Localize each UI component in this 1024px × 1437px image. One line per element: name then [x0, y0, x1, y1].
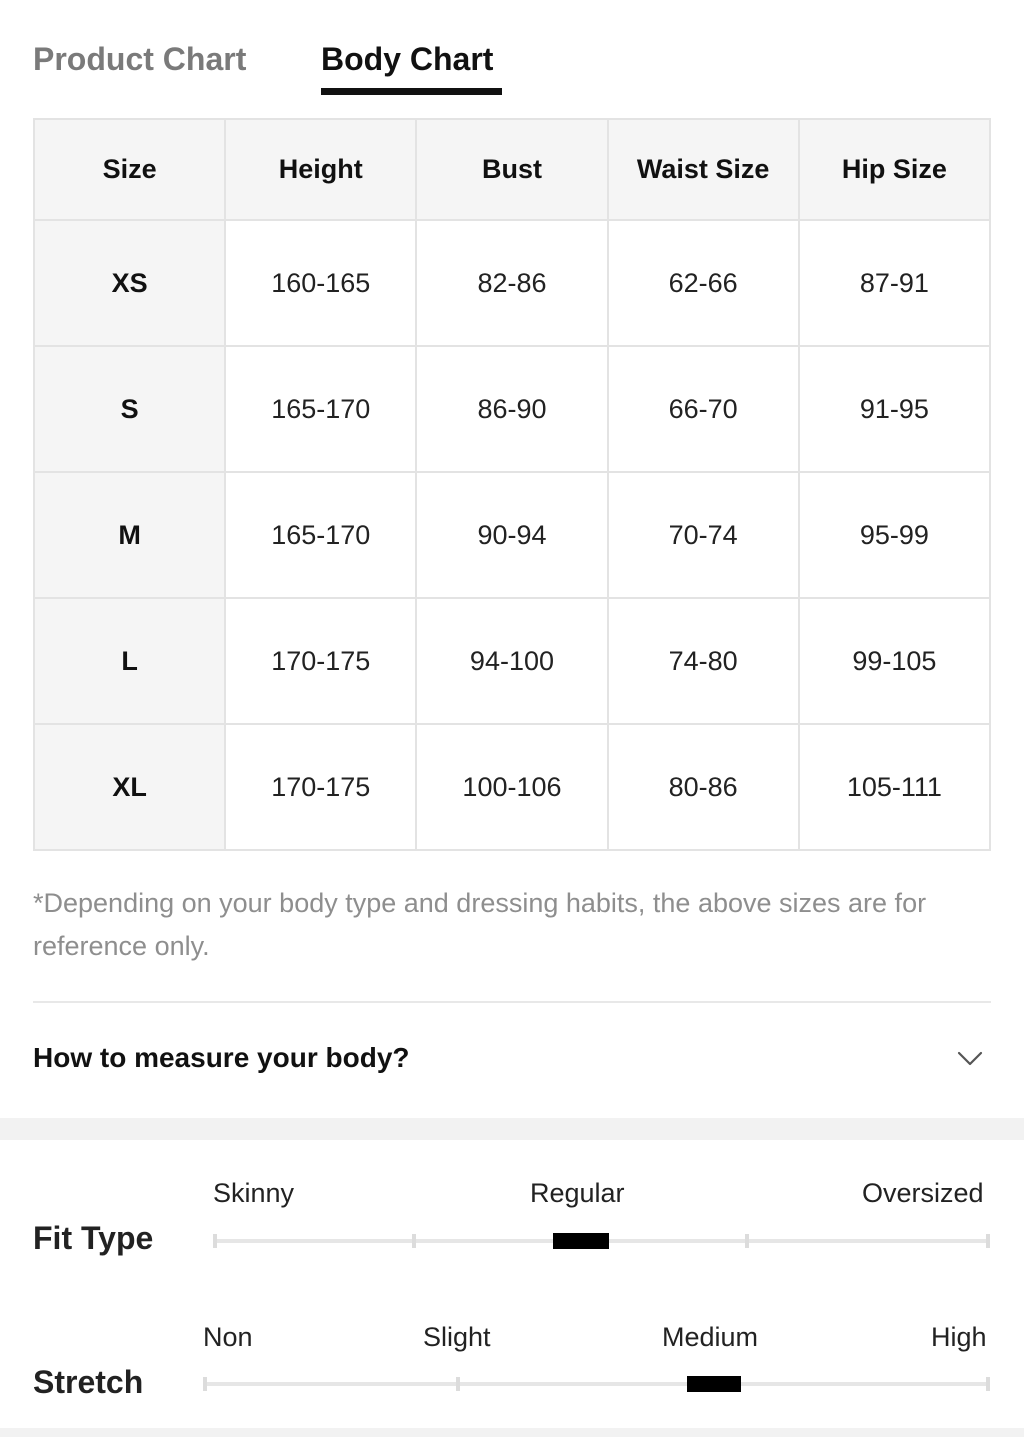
table-row	[34, 472, 990, 598]
header-waist-size: Waist Size	[608, 119, 799, 220]
header-height: Height	[225, 119, 416, 220]
hip-cell: 91-95	[799, 346, 990, 472]
fit-option-skinny: Skinny	[213, 1178, 295, 1208]
table-row	[34, 220, 990, 346]
fit-type-label: Fit Type	[33, 1220, 154, 1256]
stretch-tick	[986, 1377, 990, 1391]
bust-cell: 90-94	[416, 472, 607, 598]
waist-cell: 70-74	[608, 472, 799, 598]
fit-option-regular: Regular	[530, 1178, 625, 1208]
stretch-option-medium: Medium	[662, 1322, 759, 1352]
size-cell: XS	[34, 220, 225, 346]
how-to-measure-accordion[interactable]	[33, 1030, 991, 1094]
hip-cell: 87-91	[799, 220, 990, 346]
table-row	[34, 598, 990, 724]
stretch-option-slight: Slight	[423, 1322, 491, 1352]
bust-cell: 86-90	[416, 346, 607, 472]
waist-cell: 62-66	[608, 220, 799, 346]
bottom-band	[0, 1428, 1024, 1437]
bust-cell: 100-106	[416, 724, 607, 850]
header-hip-size: Hip Size	[799, 119, 990, 220]
stretch-tick	[456, 1377, 460, 1391]
size-cell: XL	[34, 724, 225, 850]
bust-cell: 82-86	[416, 220, 607, 346]
height-cell: 170-175	[225, 598, 416, 724]
stretch-option-high: High	[931, 1322, 987, 1352]
section-divider	[33, 1001, 991, 1003]
reference-note: *Depending on your body type and dressing habits, the above sizes are for reference only.	[33, 888, 927, 961]
chevron-down-icon[interactable]	[957, 1048, 983, 1068]
fit-tick	[412, 1234, 416, 1248]
table-header-row	[34, 119, 990, 220]
section-separator-band	[0, 1118, 1024, 1140]
tab-product-chart[interactable]: Product Chart	[33, 41, 247, 77]
how-to-measure-title: How to measure your body?	[33, 1042, 410, 1073]
body-size-table	[33, 118, 991, 851]
fit-tick	[745, 1234, 749, 1248]
size-cell: S	[34, 346, 225, 472]
active-tab-indicator	[321, 88, 502, 95]
tab-body-chart[interactable]: Body Chart	[321, 41, 494, 77]
size-cell: M	[34, 472, 225, 598]
size-cell: L	[34, 598, 225, 724]
height-cell: 165-170	[225, 472, 416, 598]
height-cell: 160-165	[225, 220, 416, 346]
fit-tick	[986, 1234, 990, 1248]
header-size: Size	[34, 119, 225, 220]
stretch-track	[204, 1382, 990, 1386]
stretch-marker	[687, 1376, 741, 1392]
hip-cell: 105-111	[799, 724, 990, 850]
bust-cell: 94-100	[416, 598, 607, 724]
table-row	[34, 724, 990, 850]
fit-option-oversized: Oversized	[862, 1178, 984, 1208]
hip-cell: 99-105	[799, 598, 990, 724]
header-bust: Bust	[416, 119, 607, 220]
stretch-label: Stretch	[33, 1364, 144, 1400]
waist-cell: 74-80	[608, 598, 799, 724]
hip-cell: 95-99	[799, 472, 990, 598]
chart-tabs	[33, 36, 993, 98]
waist-cell: 66-70	[608, 346, 799, 472]
fit-tick	[213, 1234, 217, 1248]
stretch-tick	[203, 1377, 207, 1391]
waist-cell: 80-86	[608, 724, 799, 850]
table-row	[34, 346, 990, 472]
fit-type-marker	[553, 1233, 609, 1249]
height-cell: 165-170	[225, 346, 416, 472]
height-cell: 170-175	[225, 724, 416, 850]
stretch-option-non: Non	[203, 1322, 253, 1352]
